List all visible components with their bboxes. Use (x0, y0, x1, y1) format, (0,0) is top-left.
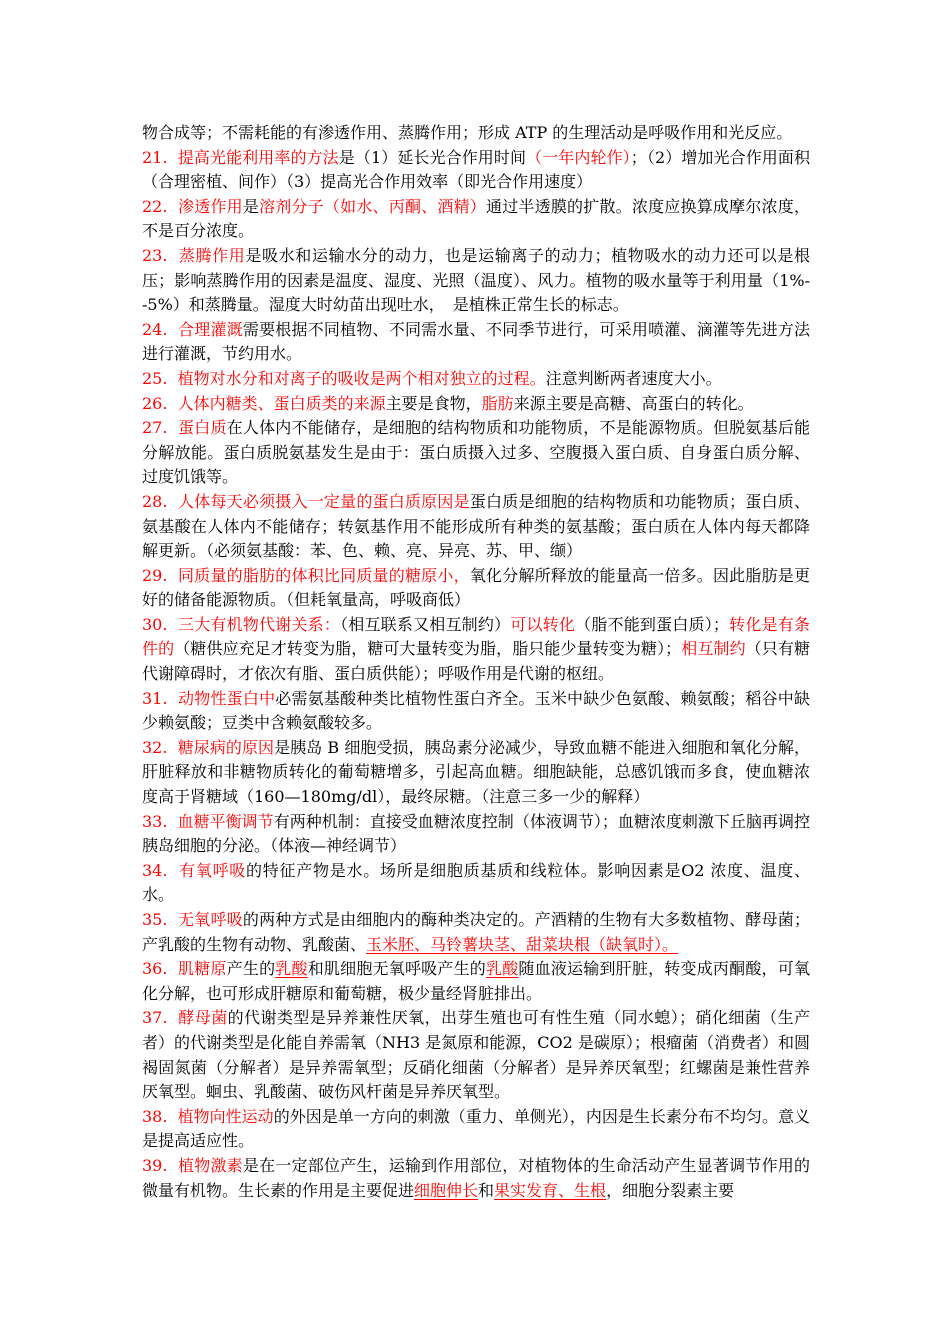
body-text: 是在一定部位产生，运输到作用部位，对植物体的生命活动产生显著调节作用的微量有机物。生长素的作用是主要促进 (142, 1155, 810, 1200)
highlighted-text: 28. 人体每天必须摄入一定量的蛋白质原因是 (142, 491, 470, 511)
item-27 (142, 416, 810, 490)
body-text: 随血液运输到肝脏，转变成丙酮酸，可氧化分解，也可形成肝糖原和葡萄糖，极少量经肾脏排出。 (142, 959, 810, 1003)
highlighted-text: 24. 合理灌溉 (142, 319, 243, 339)
highlighted-text: 乳酸 (486, 959, 519, 979)
highlighted-text: 相互制约 (681, 639, 746, 659)
paragraph-continuation (142, 121, 810, 146)
item-34 (142, 859, 810, 908)
body-text: 和 (478, 1180, 495, 1200)
highlighted-text: 37. 酵母菌 (142, 1008, 228, 1028)
body-text: （脂不能到蛋白质）； (575, 614, 729, 634)
item-35 (142, 908, 810, 957)
body-text: 来源主要是高糖、高蛋白的转化。 (513, 393, 754, 413)
item-29 (142, 564, 810, 613)
item-32 (142, 736, 810, 810)
item-23 (142, 244, 810, 318)
item-22 (142, 195, 810, 244)
item-26 (142, 392, 810, 417)
highlighted-text: 25. 植物对水分和对离子的吸收是两个相对独立的过程。 (142, 368, 546, 388)
highlighted-text: 30. 三大有机物代谢关系： (142, 614, 341, 634)
document-body (142, 121, 810, 1203)
item-37 (142, 1006, 810, 1104)
item-31 (142, 687, 810, 736)
body-text: 在人体内不能储存，是细胞的结构物质和功能物质，不是能源物质。但脱氨基后能分解放能。蛋白质脱氨基发生是由于：蛋白质摄入过多、空腹摄入蛋白质、自身蛋白质分解、过度饥饿等。 (142, 418, 810, 487)
body-text: 是（1）延长光合作用时间 (338, 147, 527, 167)
body-text: 有两种机制：直接受血糖浓度控制（体液调节）；血糖浓度刺激下丘脑再调控胰岛细胞的分泌。（体液—神经调节） (142, 811, 810, 856)
highlighted-text: 细胞伸长 (414, 1180, 479, 1200)
highlighted-text: （一年内轮作） (526, 147, 631, 167)
highlighted-text: 21. 提高光能利用率的方法 (142, 147, 339, 167)
highlighted-text: 脂肪 (481, 393, 514, 413)
highlighted-text: 乳酸 (275, 959, 308, 979)
item-21 (142, 146, 810, 195)
highlighted-text: 36. 肌糖原 (142, 959, 227, 979)
item-24 (142, 318, 810, 367)
body-text: 产生的 (226, 959, 276, 979)
highlighted-text: 32. 糖尿病的原因 (142, 737, 275, 757)
body-text: 必需氨基酸种类比植物性蛋白齐全。玉米中缺少色氨酸、赖氨酸；稻谷中缺少赖氨酸；豆类中含赖氨酸较多。 (142, 688, 810, 733)
highlighted-text: 39. 植物激素 (142, 1155, 243, 1175)
item-33 (142, 810, 810, 859)
item-28 (142, 490, 810, 564)
highlighted-text: 27. 蛋白质 (142, 418, 227, 438)
highlighted-text: 29. 同质量的脂肪的体积比同质量的糖原小， (142, 565, 470, 585)
body-text: 注意判断两者速度大小。 (545, 368, 722, 388)
body-text: 需要根据不同植物、不同需水量、不同季节进行，可采用喷灌、滴灌等先进方法进行灌溉，节约用水。 (142, 319, 810, 364)
highlighted-text: 34. 有氧呼吸 (142, 860, 247, 880)
body-text: （只有糖代谢障碍时，才依次有脂、蛋白质供能）；呼吸作用是代谢的枢纽。 (142, 639, 810, 684)
body-text: 的外因是单一方向的刺激（重力、单侧光），内因是生长素分布不均匀。意义是提高适应性。 (142, 1106, 810, 1151)
body-text: （糖供应充足才转变为脂，糖可大量转变为脂，脂只能少量转变为糖）； (174, 639, 682, 659)
highlighted-text: 31. 动物性蛋白中 (142, 688, 276, 708)
item-25 (142, 367, 810, 392)
item-36 (142, 957, 810, 1006)
body-text: 主要是食物， (385, 393, 482, 413)
highlighted-text: 转化是有条件的 (142, 614, 810, 659)
highlighted-text: 玉米胚、马铃薯块茎、甜菜块根（缺氧时）。 (366, 934, 679, 954)
body-text: 是吸水和运输水分的动力，也是运输离子的动力；植物吸水的动力还可以是根压；影响蒸腾作用的因素是温度、湿度、光照（温度）、风力。植物的吸水量等于利用量（1%--5%）和蒸腾量。湿度大时幼苗出现吐水， 是植株正常生长的标志。 (142, 245, 810, 315)
body-text: （相互联系又相互制约） (340, 614, 511, 634)
highlighted-text: 溶剂分子（如水、丙酮、酒精） (259, 196, 487, 216)
body-text: 是 (242, 196, 260, 216)
body-text: ，细胞分裂素主要 (606, 1180, 735, 1200)
body-text: ；（2）增加光合作用面积（合理密植、间作）（3）提高光合作用效率（即光合作用速度） (142, 147, 810, 192)
highlighted-text: 23. 蒸腾作用 (142, 245, 246, 265)
body-text: 是胰岛 B 细胞受损，胰岛素分泌减少，导致血糖不能进入细胞和氧化分解，肝脏释放和非糖物质转化的葡萄糖增多，引起高血糖。细胞缺能，总感饥饿而多食，使血糖浓度高于肾糖域（160—180mg/dl），最终尿糖。（注意三多一少的解释） (142, 737, 810, 807)
body-text: 物合成等；不需耗能的有渗透作用、蒸腾作用；形成 ATP 的生理活动是呼吸作用和光反应。 (142, 123, 793, 142)
body-text: 蛋白质是细胞的结构物质和功能物质；蛋白质、氨基酸在人体内不能储存；转氨基作用不能形成所有种类的氨基酸；蛋白质在人体内每天都降解更新。（必须氨基酸：苯、色、赖、亮、异亮、苏、甲、缬） (142, 491, 810, 561)
body-text: 通过半透膜的扩散。浓度应换算成摩尔浓度，不是百分浓度。 (142, 196, 810, 241)
highlighted-text: 26. 人体内糖类、蛋白质类的来源 (142, 393, 386, 413)
highlighted-text: 可以转化 (510, 614, 576, 634)
item-39 (142, 1154, 810, 1203)
highlighted-text: 35. 无氧呼吸 (142, 910, 243, 929)
body-text: 和肌细胞无氧呼吸产生的 (307, 959, 486, 979)
item-30 (142, 613, 810, 687)
body-text: 的两种方式是由细胞内的酶种类决定的。产酒精的生物有大多数植物、酵母菌；产乳酸的生物有动物、乳酸菌、 (142, 910, 810, 954)
body-text: 氧化分解所释放的能量高一倍多。因此脂肪是更好的储备能源物质。（但耗氧量高，呼吸商低） (142, 565, 810, 610)
body-text: 的特征产物是水。场所是细胞质基质和线粒体。影响因素是O2 浓度、温度、水。 (142, 860, 810, 905)
highlighted-text: 22. 渗透作用 (142, 196, 243, 216)
body-text: 的代谢类型是异养兼性厌氧，出芽生殖也可有性生殖（同水螅）；硝化细菌（生产者）的代谢类型是化能自养需氧（NH3 是氮原和能源，CO2 是碳原）；根瘤菌（消费者）和圆褐固氮菌（分解者）是异养需氧型；反硝化细菌（分解者）是异养厌氧型；红螺菌是兼性营养厌氧型。蛔虫、乳酸菌、破伤风杆菌是异养厌氧型。 (142, 1008, 810, 1102)
highlighted-text: 33. 血糖平衡调节 (142, 811, 274, 831)
highlighted-text: 38. 植物向性运动 (142, 1106, 274, 1126)
item-38 (142, 1105, 810, 1154)
highlighted-text: 果实发育、生根 (494, 1180, 607, 1200)
